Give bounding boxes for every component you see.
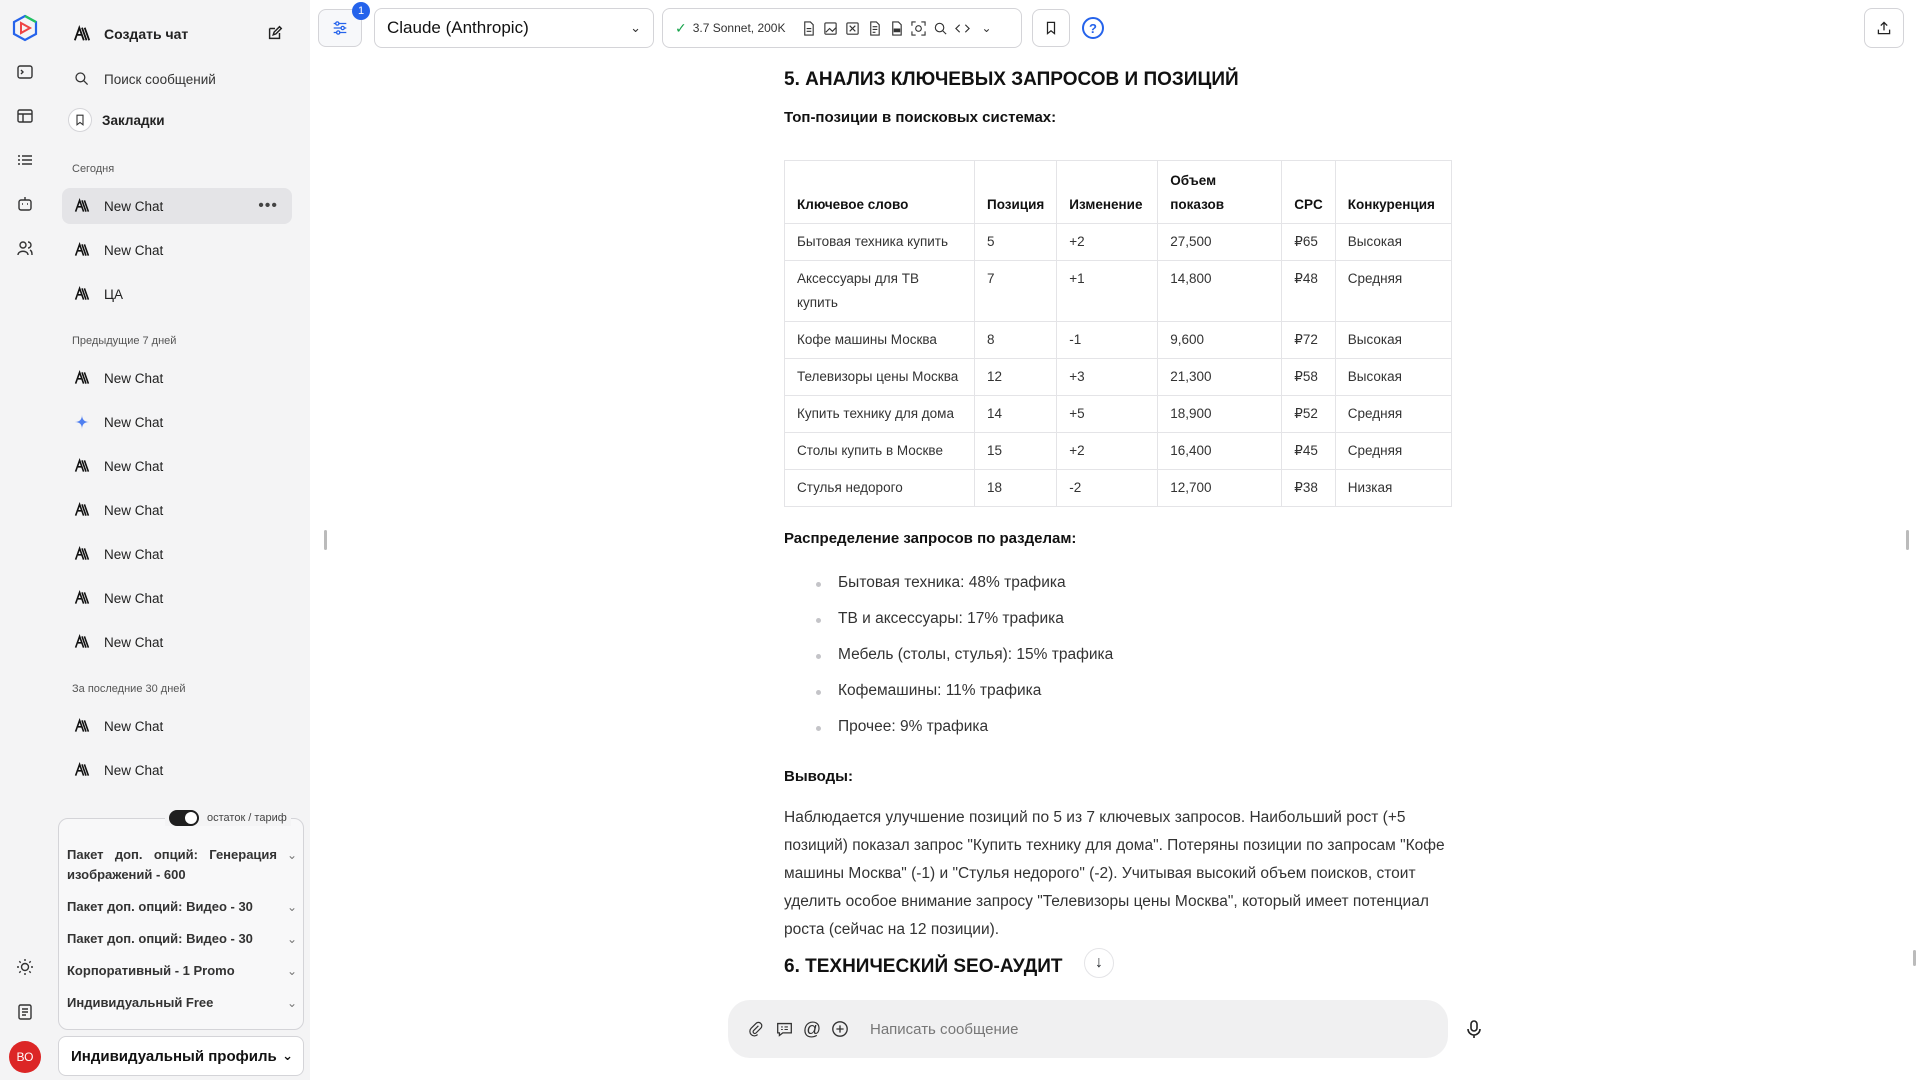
bookmark-button[interactable]	[1032, 9, 1070, 47]
users-icon[interactable]	[13, 236, 37, 260]
search-icon	[72, 69, 92, 89]
image-icon	[823, 21, 838, 36]
quota-item[interactable]	[67, 897, 297, 917]
notification-badge: 1	[352, 2, 370, 20]
model-selector[interactable]	[374, 8, 654, 48]
table-cell: 16,400	[1158, 433, 1282, 470]
upload-icon	[1876, 20, 1892, 36]
claude-logo-icon	[72, 368, 92, 388]
table-cell: +5	[1057, 396, 1158, 433]
table-row	[785, 322, 1452, 359]
chevron-down-icon: ⌄	[286, 996, 297, 1010]
chat-item[interactable]	[62, 448, 292, 484]
table-cell: -2	[1057, 470, 1158, 507]
table-cell: 15	[975, 433, 1057, 470]
claude-logo-icon	[72, 284, 92, 304]
chat-title: New Chat	[104, 458, 164, 474]
list-item: Бытовая техника: 48% трафика	[784, 574, 1113, 610]
create-chat-label: Создать чат	[104, 26, 189, 42]
quota-panel	[58, 818, 304, 1030]
section-5-title: 5. АНАЛИЗ КЛЮЧЕВЫХ ЗАПРОСОВ И ПОЗИЦИЙ	[784, 69, 1239, 90]
chat-item[interactable]	[62, 536, 292, 572]
table-cell: ₽52	[1282, 396, 1336, 433]
mention-icon[interactable]: @	[802, 1018, 822, 1039]
table-cell: Средняя	[1335, 261, 1451, 322]
prompts-icon[interactable]	[774, 1019, 794, 1039]
table-header: Конкуренция	[1335, 161, 1451, 224]
table-header: Объем показов	[1158, 161, 1282, 224]
chat-title: New Chat	[104, 762, 164, 778]
claude-logo-icon	[72, 760, 92, 780]
new-chat-edit-icon[interactable]	[266, 24, 284, 45]
list-item: ТВ и аксессуары: 17% трафика	[784, 610, 1113, 646]
scrollbar-thumb[interactable]	[1913, 950, 1916, 966]
table-cell: Аксессуары для ТВ купить	[785, 261, 975, 322]
search-messages[interactable]	[62, 61, 292, 97]
table-cell: ₽72	[1282, 322, 1336, 359]
model-version: 3.7 Sonnet, 200K	[692, 21, 786, 35]
table-row	[785, 359, 1452, 396]
profile-selector[interactable]	[58, 1036, 304, 1076]
table-cell: ₽65	[1282, 224, 1336, 261]
list-item: Кофемашины: 11% трафика	[784, 682, 1113, 718]
chat-item[interactable]	[62, 752, 292, 788]
table-header: Ключевое слово	[785, 161, 975, 224]
table-cell: +2	[1057, 433, 1158, 470]
table-cell: Телевизоры цены Москва	[785, 359, 975, 396]
icon-rail	[0, 0, 50, 1080]
bookmark-icon	[1044, 21, 1058, 35]
paperclip-icon[interactable]	[746, 1019, 766, 1039]
quota-item[interactable]	[67, 993, 297, 1013]
table-cell: 14,800	[1158, 261, 1282, 322]
remaining-tariff-toggle[interactable]	[165, 810, 291, 826]
check-icon: ✓	[675, 19, 687, 36]
bookmark-icon	[68, 108, 92, 132]
quota-item-label: Пакет доп. опций: Генерация изображений - 600	[67, 847, 277, 882]
chat-title: New Chat	[104, 502, 164, 518]
chevron-down-icon: ⌄	[286, 964, 297, 978]
add-circle-icon[interactable]	[830, 1019, 850, 1039]
table-cell: 21,300	[1158, 359, 1282, 396]
section-today-title: Сегодня	[72, 163, 115, 175]
toggle-label: остаток / тариф	[207, 812, 287, 824]
quota-item-label: Корпоративный - 1 Promo	[67, 963, 235, 978]
terminal-icon[interactable]	[13, 60, 37, 84]
chat-item[interactable]	[62, 492, 292, 528]
bookmarks-link[interactable]	[62, 102, 292, 138]
chat-title: New Chat	[104, 198, 164, 214]
right-panel-handle[interactable]	[1906, 530, 1909, 550]
chat-item[interactable]	[62, 188, 292, 224]
table-cell: ₽58	[1282, 359, 1336, 396]
claude-logo-icon	[72, 716, 92, 736]
table-cell: 5	[975, 224, 1057, 261]
chevron-down-icon: ⌄	[981, 21, 992, 35]
claude-logo-icon	[72, 456, 92, 476]
table-cell: Высокая	[1335, 224, 1451, 261]
chevron-down-icon: ⌄	[286, 932, 297, 946]
pdf-icon	[889, 21, 904, 36]
code-icon	[955, 21, 970, 36]
sliders-icon	[331, 19, 349, 37]
scan-icon	[911, 21, 926, 36]
table-row	[785, 433, 1452, 470]
chat-title: New Chat	[104, 718, 164, 734]
table-cell: Средняя	[1335, 433, 1451, 470]
claude-logo-icon	[72, 500, 92, 520]
model-name: Claude (Anthropic)	[387, 18, 529, 37]
conclusions-title: Выводы:	[784, 768, 853, 785]
toggle-switch[interactable]	[169, 810, 199, 826]
claude-logo-icon	[72, 632, 92, 652]
table-cell: Высокая	[1335, 322, 1451, 359]
table-cell: Низкая	[1335, 470, 1451, 507]
list-item: Мебель (столы, стулья): 15% трафика	[784, 646, 1113, 682]
section-month-title: За последние 30 дней	[72, 683, 186, 695]
chat-title: New Chat	[104, 414, 164, 430]
claude-logo-icon	[72, 240, 92, 260]
scroll-down-button[interactable]	[1084, 948, 1114, 978]
table-cell: 12	[975, 359, 1057, 396]
table-cell: +1	[1057, 261, 1158, 322]
table-cell: 18,900	[1158, 396, 1282, 433]
top-positions-title: Топ-позиции в поисковых системах:	[784, 109, 1057, 126]
chat-title: ЦА	[104, 286, 123, 302]
file-icon	[801, 21, 816, 36]
chat-item[interactable]	[62, 580, 292, 616]
chat-item[interactable]	[62, 708, 292, 744]
sidebar-resize-handle[interactable]	[324, 530, 327, 550]
microphone-icon[interactable]	[1462, 1017, 1486, 1041]
table-cell: ₽38	[1282, 470, 1336, 507]
search-icon	[933, 21, 948, 36]
chat-title: New Chat	[104, 370, 164, 386]
conclusions-text: Наблюдается улучшение позиций по 5 из 7 ключевых запросов. Наибольший рост (+5 позиций) показал запрос "Купить технику для дома". Потеряны позиции по запросам "Кофе машины Москва" (-1) и "Стулья недорого" (-2). Учитывая высокий объем поисков, стоит уделить особое внимание запросу "Телевизоры цены Москва", который имеет потенциал роста (сейчас на 12 позиции).	[784, 809, 1445, 938]
quota-item[interactable]	[67, 929, 297, 949]
share-export-button[interactable]	[1864, 8, 1904, 48]
table-cell: Стулья недорого	[785, 470, 975, 507]
table-cell: 8	[975, 322, 1057, 359]
table-cell: Кофе машины Москва	[785, 322, 975, 359]
robot-icon[interactable]	[13, 192, 37, 216]
table-cell: Высокая	[1335, 359, 1451, 396]
list-icon[interactable]	[13, 148, 37, 172]
table-row	[785, 261, 1452, 322]
table-header: Изменение	[1057, 161, 1158, 224]
table-cell: Столы купить в Москве	[785, 433, 975, 470]
claude-logo-icon	[72, 588, 92, 608]
more-options-icon[interactable]: •••	[258, 197, 278, 214]
excel-icon	[845, 21, 860, 36]
table-row	[785, 224, 1452, 261]
claude-logo-icon	[72, 24, 92, 44]
table-cell: 14	[975, 396, 1057, 433]
bookmarks-label: Закладки	[102, 112, 165, 128]
table-cell: 9,600	[1158, 322, 1282, 359]
table-header: Позиция	[975, 161, 1057, 224]
chat-title: New Chat	[104, 242, 164, 258]
claude-logo-icon	[72, 196, 92, 216]
user-avatar[interactable]: ВО	[9, 1041, 41, 1073]
message-composer	[728, 1000, 1448, 1058]
chevron-down-icon: ⌄	[630, 20, 641, 35]
app-logo-icon[interactable]	[11, 14, 39, 42]
section-6-title: 6. ТЕХНИЧЕСКИЙ SEO-АУДИТ	[784, 956, 1063, 977]
message-input[interactable]	[870, 1021, 1430, 1038]
chat-title: New Chat	[104, 590, 164, 606]
doc-icon	[867, 21, 882, 36]
top-bar	[310, 0, 1920, 56]
table-cell: 7	[975, 261, 1057, 322]
chevron-down-icon: ⌄	[286, 900, 297, 914]
quota-item-label: Пакет доп. опций: Видео - 30	[67, 931, 253, 946]
table-cell: Средняя	[1335, 396, 1451, 433]
chevron-down-icon: ⌄	[286, 848, 297, 862]
quota-item-label: Пакет доп. опций: Видео - 30	[67, 899, 253, 914]
table-header-row	[785, 161, 1452, 224]
theme-sun-icon[interactable]	[13, 955, 37, 979]
table-row	[785, 396, 1452, 433]
chat-item[interactable]	[62, 232, 292, 268]
chat-title: New Chat	[104, 634, 164, 650]
create-chat-button[interactable]	[62, 16, 292, 52]
help-icon[interactable]: ?	[1082, 17, 1104, 39]
chat-item[interactable]	[62, 276, 292, 312]
table-icon[interactable]	[13, 104, 37, 128]
table-cell: +3	[1057, 359, 1158, 396]
table-cell: Купить технику для дома	[785, 396, 975, 433]
chat-item[interactable]	[62, 624, 292, 660]
table-cell: ₽45	[1282, 433, 1336, 470]
capability-icons	[801, 21, 991, 36]
claude-logo-icon	[72, 544, 92, 564]
model-info-selector[interactable]	[662, 8, 1022, 48]
chat-item[interactable]	[62, 360, 292, 396]
table-cell: +2	[1057, 224, 1158, 261]
quota-item-label: Индивидуальный Free	[67, 995, 214, 1010]
table-cell: 12,700	[1158, 470, 1282, 507]
arrow-down-icon: ↓	[1095, 954, 1103, 971]
table-cell: 18	[975, 470, 1057, 507]
quota-item[interactable]	[67, 845, 297, 885]
gemini-star-icon	[72, 412, 92, 432]
table-cell: ₽48	[1282, 261, 1336, 322]
list-item: Прочее: 9% трафика	[784, 718, 1113, 754]
document-icon[interactable]	[13, 1000, 37, 1024]
chat-item[interactable]	[62, 404, 292, 440]
chat-title: New Chat	[104, 546, 164, 562]
table-cell: -1	[1057, 322, 1158, 359]
table-row	[785, 470, 1452, 507]
quota-item[interactable]	[67, 961, 297, 981]
profile-label: Индивидуальный профиль	[71, 1047, 277, 1065]
table-header: CPC	[1282, 161, 1336, 224]
distribution-list	[784, 574, 1113, 754]
table-cell: Бытовая техника купить	[785, 224, 975, 261]
section-week-title: Предыдущие 7 дней	[72, 335, 177, 347]
search-label: Поиск сообщений	[104, 71, 216, 87]
keywords-table	[784, 160, 1452, 507]
chevron-down-icon: ⌄	[282, 1048, 293, 1063]
table-cell: 27,500	[1158, 224, 1282, 261]
distribution-title: Распределение запросов по разделам:	[784, 530, 1077, 547]
